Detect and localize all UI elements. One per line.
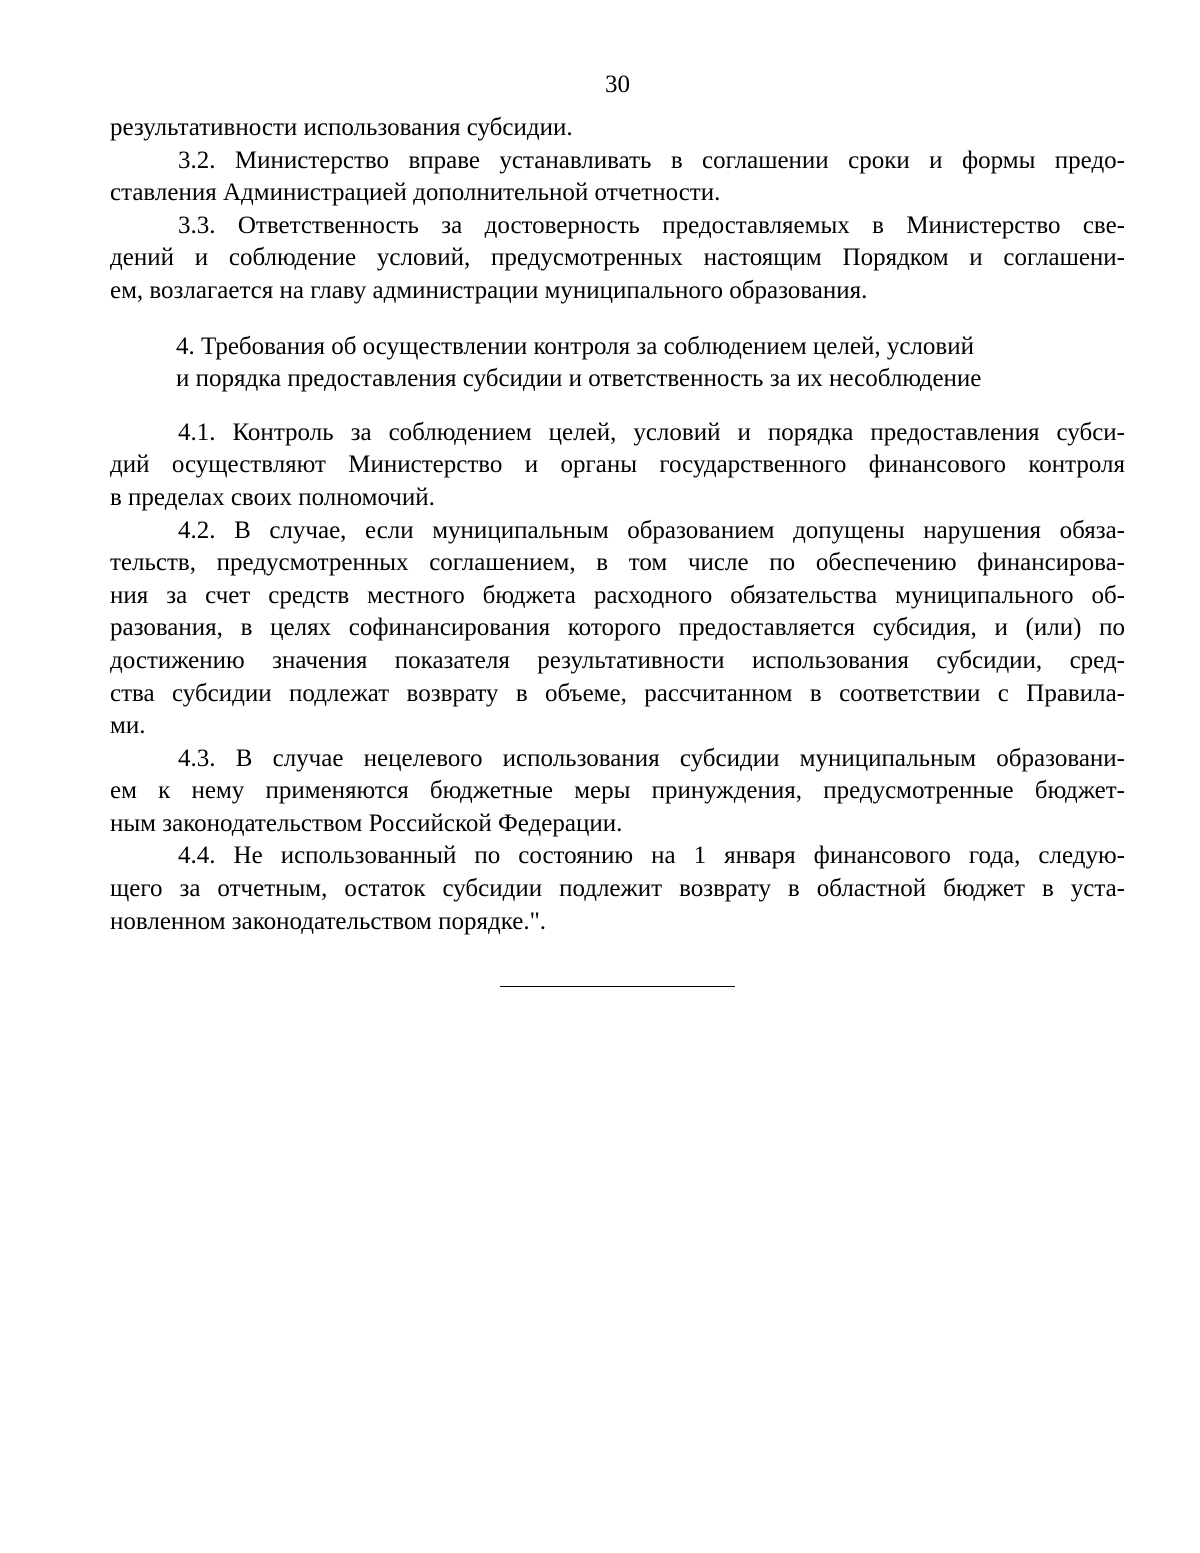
paragraph-4-4-line: 4.4. Не использованный по состоянию на 1 января финансового года, следую-	[178, 842, 1125, 870]
paragraph-4-2-line: ства субсидии подлежат возврату в объеме, рассчитанном в соответствии с Правила-	[110, 679, 1125, 707]
paragraph-3-3-line: дений и соблюдение условий, предусмотренных настоящим Порядком и соглашени-	[110, 244, 1125, 272]
paragraph-4-3-line: ным законодательством Российской Федерации.	[110, 809, 623, 837]
page-number: 30	[605, 71, 630, 98]
end-rule-divider	[500, 986, 735, 987]
paragraph-4-2-line: достижению значения показателя результативности использования субсидии, сред-	[110, 646, 1125, 674]
paragraph-4-2-line: ми.	[110, 712, 146, 740]
paragraph-4-3-line: ем к нему применяются бюджетные меры принуждения, предусмотренные бюджет-	[110, 777, 1125, 805]
paragraph-3-3-line: ем, возлагается на главу администрации муниципального образования.	[110, 276, 868, 304]
paragraph-4-4-line: новленном законодательством порядке.".	[110, 907, 547, 935]
document-body	[110, 112, 1125, 938]
paragraph-3-3-line: 3.3. Ответственность за достоверность предоставляемых в Министерство све-	[178, 211, 1125, 239]
paragraph-4-2-line: 4.2. В случае, если муниципальным образованием допущены нарушения обяза-	[178, 516, 1125, 544]
paragraph-4-2-line: разования, в целях софинансирования которого предоставляется субсидия, и (или) по	[110, 614, 1125, 642]
paragraph-4-3-line: 4.3. В случае нецелевого использования субсидии муниципальным образовани-	[178, 744, 1125, 772]
paragraph-4-4-line: щего за отчетным, остаток субсидии подлежит возврату в областной бюджет в уста-	[110, 875, 1125, 903]
paragraph-4-1-line: в пределах своих полномочий.	[110, 483, 435, 511]
spacer	[110, 308, 1125, 331]
spacer	[110, 396, 1125, 417]
section-4-heading-line: и порядка предоставления субсидии и ответственность за их несоблюдение	[176, 365, 982, 393]
paragraph-3-2-line: 3.2. Министерство вправе устанавливать в соглашении сроки и формы предо-	[178, 146, 1125, 174]
paragraph-4-2-line: тельств, предусмотренных соглашением, в том числе по обеспечению финансирова-	[110, 549, 1125, 577]
paragraph-4-2-line: ния за счет средств местного бюджета расходного обязательства муниципального об-	[110, 581, 1125, 609]
paragraph-4-1-line: дий осуществляют Министерство и органы государственного финансового контроля	[110, 451, 1125, 479]
text-line: результативности использования субсидии.	[110, 114, 573, 141]
section-4-heading-line: 4. Требования об осуществлении контроля за соблюдением целей, условий	[176, 332, 974, 360]
paragraph-3-2-line: ставления Администрацией дополнительной отчетности.	[110, 179, 721, 207]
paragraph-4-1-line: 4.1. Контроль за соблюдением целей, условий и порядка предоставления субси-	[178, 418, 1125, 446]
